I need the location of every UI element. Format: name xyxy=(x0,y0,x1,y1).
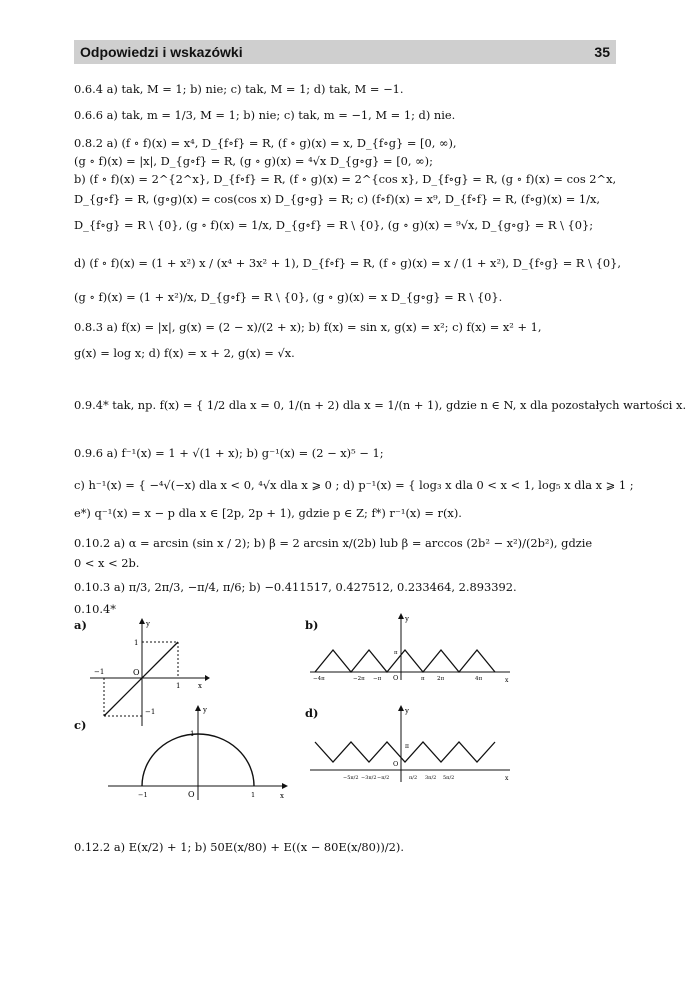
graph-d-tick: −π/2 xyxy=(377,775,390,781)
graph-b-label: b) xyxy=(305,618,319,632)
graph-c-tick: 1 xyxy=(190,730,195,738)
answer-line: e*) q⁻¹(x) = x − p dla x ∈ [2p, 2p + 1), gdzie p ∈ Z; f*) r⁻¹(x) = r(x). xyxy=(74,506,462,520)
graph-b xyxy=(305,612,515,684)
graph-a-tick: −1 xyxy=(145,708,156,716)
graph-a-tick: 1 xyxy=(134,639,139,647)
graph-b-tick: O xyxy=(393,674,399,682)
answer-line: 0.8.3 a) f(x) = |x|, g(x) = (2 − x)/(2 + x); b) f(x) = sin x, g(x) = x²; c) f(x) = x² + 1, xyxy=(74,320,542,334)
answer-line: D_{f∘g} = R \ {0}, (g ∘ f)(x) = 1/x, D_{g∘f} = R \ {0}, (g ∘ g)(x) = ⁹√x, D_{g∘g} = R \ {0}; xyxy=(74,218,594,232)
answer-line: 0.10.3 a) π/3, 2π/3, −π/4, π/6; b) −0.411517, 0.427512, 0.233464, 2.893392. xyxy=(74,580,517,594)
graph-b-tick: −π xyxy=(373,676,382,682)
graph-b-tick: −2π xyxy=(353,676,365,682)
graph-c xyxy=(108,704,288,802)
graph-d-tick: 5π/2 xyxy=(443,775,455,781)
graph-d-label: d) xyxy=(305,706,319,720)
graph-c-tick: O xyxy=(188,790,195,799)
answer-line: 0.10.4* xyxy=(74,602,116,616)
header-title: Odpowiedzi i wskazówki xyxy=(80,44,243,60)
graph-b-tick: π xyxy=(394,650,398,656)
graph-c-tick: 1 xyxy=(251,791,256,799)
answer-line: (g ∘ f)(x) = (1 + x²)/x, D_{g∘f} = R \ {0}, (g ∘ g)(x) = x D_{g∘g} = R \ {0}. xyxy=(74,290,503,304)
answer-line: 0.10.2 a) α = arcsin (sin x / 2); b) β = 2 arcsin x/(2b) lub β = arccos (2b² − x²)/(2b²), gdzie xyxy=(74,536,593,550)
graph-d xyxy=(305,704,515,786)
answer-line: 0 < x < 2b. xyxy=(74,556,140,570)
answer-line: 0.9.6 a) f⁻¹(x) = 1 + √(1 + x); b) g⁻¹(x) = (2 − x)⁵ − 1; xyxy=(74,446,384,460)
graph-c-tick: −1 xyxy=(138,791,148,799)
graph-c-y-label: y xyxy=(203,706,207,714)
answer-line: (g ∘ f)(x) = |x|, D_{g∘f} = R, (g ∘ g)(x) = ⁴√x D_{g∘g} = [0, ∞); xyxy=(74,154,433,168)
answer-line: 0.6.6 a) tak, m = 1/3, M = 1; b) nie; c) tak, m = −1, M = 1; d) nie. xyxy=(74,108,456,122)
answer-line: g(x) = log x; d) f(x) = x + 2, g(x) = √x. xyxy=(74,346,295,360)
answer-line: c) h⁻¹(x) = { −⁴√(−x) dla x < 0, ⁴√x dla x ⩾ 0 ; d) p⁻¹(x) = { log₃ x dla 0 < x < 1, log₅ x dla x ⩾ 1 ; xyxy=(74,478,634,492)
graph-d-tick: π/2 xyxy=(409,775,418,781)
graph-d-tick: π xyxy=(405,743,409,750)
graph-a-x-label: x xyxy=(198,682,202,690)
answer-line: D_{g∘f} = R, (g∘g)(x) = cos(cos x) D_{g∘g} = R; c) (f∘f)(x) = x⁹, D_{f∘f} = R, (f∘g)(x) = 1/x, xyxy=(74,192,601,206)
graph-d-tick: −3π/2 xyxy=(361,775,377,781)
graph-d-y-label: y xyxy=(405,707,409,715)
graph-a-tick: −1 xyxy=(94,668,105,676)
graph-d-x-label: x xyxy=(505,775,509,782)
graph-a-y-label: y xyxy=(146,620,150,628)
graph-b-tick: 4π xyxy=(475,676,483,682)
graph-a-label: a) xyxy=(74,618,87,632)
page-number: 35 xyxy=(594,44,610,60)
answer-line: 0.12.2 a) E(x/2) + 1; b) 50E(x/80) + E((x − 80E(x/80))/2). xyxy=(74,840,404,854)
graph-d-tick: −5π/2 xyxy=(343,775,359,781)
graph-c-label: c) xyxy=(74,718,87,732)
answer-line: d) (f ∘ f)(x) = (1 + x²) x / (x⁴ + 3x² + 1), D_{f∘f} = R, (f ∘ g)(x) = x / (1 + x²), D_{f∘g} = R \ {0}, xyxy=(74,256,621,270)
page-header xyxy=(74,40,616,64)
graph-c-x-label: x xyxy=(280,792,284,800)
graph-d-tick: O xyxy=(393,760,399,768)
graph-b-y-label: y xyxy=(405,615,409,623)
graph-a-tick: O xyxy=(133,668,140,677)
graph-b-tick: π xyxy=(421,676,425,682)
graph-a-tick: 1 xyxy=(176,682,181,690)
graph-b-tick: 2π xyxy=(437,676,445,682)
answer-line: 0.9.4* tak, np. f(x) = { 1/2 dla x = 0, 1/(n + 2) dla x = 1/(n + 1), gdzie n ∈ N, x dla pozostałych wartości x. xyxy=(74,398,687,412)
answer-line: 0.8.2 a) (f ∘ f)(x) = x⁴, D_{f∘f} = R, (f ∘ g)(x) = x, D_{f∘g} = [0, ∞), xyxy=(74,136,457,150)
answer-line: b) (f ∘ f)(x) = 2^{2^x}, D_{f∘f} = R, (f ∘ g)(x) = 2^{cos x}, D_{f∘g} = R, (g ∘ f)(x) = cos 2^x, xyxy=(74,172,617,186)
graph-d-tick: 3π/2 xyxy=(425,775,437,781)
answer-line: 0.6.4 a) tak, M = 1; b) nie; c) tak, M = 1; d) tak, M = −1. xyxy=(74,82,404,96)
graph-b-tick: −4π xyxy=(313,676,325,682)
graph-b-x-label: x xyxy=(505,677,509,684)
